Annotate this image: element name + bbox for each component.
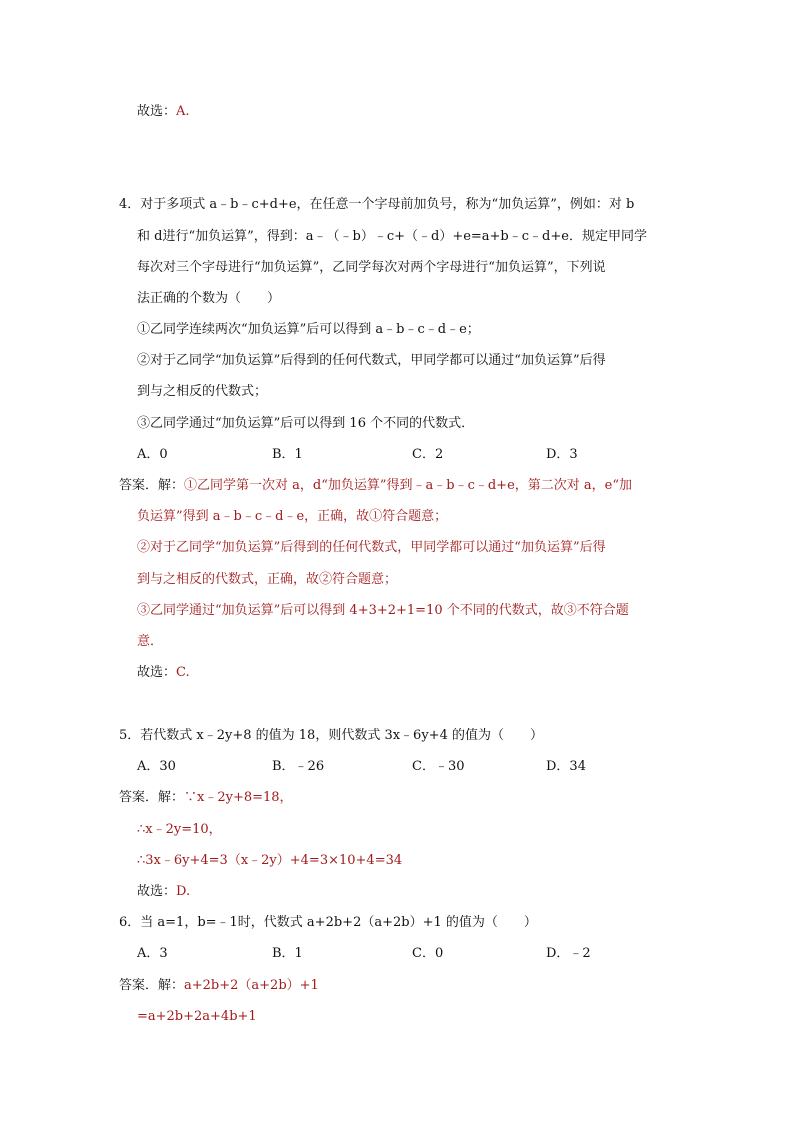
q4-answer-line-3: ②对于乙同学“加负运算”后得到的任何代数式，甲同学都可以通过“加负运算”后得 <box>137 540 606 555</box>
q4-stem-line-3: 每次对三个字母进行“加负运算”，乙同学每次对两个字母进行“加负运算”，下列说 <box>137 260 606 275</box>
q5-option-a: A．30 <box>137 759 176 774</box>
q4-option-b: B．1 <box>272 447 303 462</box>
q5-option-c: C．﹣30 <box>412 759 465 774</box>
q6-option-c: C．0 <box>412 946 444 961</box>
q4-stem-line-4: 法正确的个数为（ ） <box>137 291 281 306</box>
q6-answer-line-2: =a+2b+2a+4b+1 <box>137 1009 257 1024</box>
q4-statement-3: ③乙同学通过“加负运算”后可以得到 16 个不同的代数式． <box>137 416 475 431</box>
q6-option-b: B．1 <box>272 946 303 961</box>
q6-answer-line-1 <box>119 977 319 995</box>
q6-answer-text-1: a+2b+2（a+2b）+1 <box>184 978 319 993</box>
choose-prefix: 故选： <box>137 104 177 119</box>
q4-statement-1: ①乙同学连续两次“加负运算”后可以得到 a﹣b﹣c﹣d﹣e； <box>137 322 480 337</box>
q5-choose-value: D. <box>176 884 191 899</box>
q4-option-c: C．2 <box>412 447 444 462</box>
q5-answer-label: 答案．解： <box>119 790 185 805</box>
q4-stem-line-1: 4．对于多项式 a﹣b﹣c+d+e，在任意一个字母前加负号，称为“加负运算”，例如：对 b <box>119 197 635 212</box>
q4-statement-2-cont: 到与之相反的代数式； <box>137 384 268 399</box>
q4-answer-line-1 <box>119 477 632 495</box>
q6-stem: 6．当 a=1，b=﹣1时，代数式 a+2b+2（a+2b）+1 的值为（ ） <box>119 915 537 930</box>
q4-answer-line-4: 到与之相反的代数式，正确，故②符合题意； <box>137 572 398 587</box>
q4-answer-text-1: ①乙同学第一次对 a，d“加负运算”得到﹣a﹣b﹣c﹣d+e，第二次对 a，e“加 <box>184 478 632 493</box>
q4-choose-line <box>137 664 190 682</box>
q5-stem: 5．若代数式 x﹣2y+8 的值为 18，则代数式 3x﹣6y+4 的值为（ ） <box>119 728 543 743</box>
choose-line-top <box>137 103 190 121</box>
q4-answer-line-5: ③乙同学通过“加负运算”后可以得到 4+3+2+1=10 个不同的代数式，故③不符合题 <box>137 603 629 618</box>
q4-statement-2: ②对于乙同学“加负运算”后得到的任何代数式，甲同学都可以通过“加负运算”后得 <box>137 353 606 368</box>
choose-value: A. <box>176 104 190 119</box>
q4-stem-line-2: 和 d进行“加负运算”，得到：a﹣（﹣b）﹣c+（﹣d）+e=a+b﹣c﹣d+e．规定甲同学 <box>137 229 647 244</box>
q4-choose-value: C. <box>176 665 190 680</box>
q5-option-d: D．34 <box>546 759 586 774</box>
q4-answer-line-2: 负运算”得到 a﹣b﹣c﹣d﹣e，正确，故①符合题意； <box>137 509 448 524</box>
q5-answer-line-2: ∴x﹣2y=10， <box>137 822 222 837</box>
q5-answer-line-1 <box>119 789 293 807</box>
q5-choose-prefix: 故选： <box>137 884 177 899</box>
q5-option-b: B．﹣26 <box>272 759 325 774</box>
q4-option-d: D．3 <box>546 447 578 462</box>
q5-answer-line-3: ∴3x﹣6y+4=3（x﹣2y）+4=3×10+4=34 <box>137 853 403 868</box>
q6-option-d: D．﹣2 <box>546 946 591 961</box>
q4-answer-line-6: 意． <box>137 634 164 649</box>
q5-choose-line <box>137 883 190 901</box>
q6-option-a: A．3 <box>137 946 168 961</box>
q4-option-a: A．0 <box>137 447 168 462</box>
q6-answer-label: 答案．解： <box>119 978 185 993</box>
q5-answer-text-1: ∵x﹣2y+8=18， <box>184 790 293 805</box>
q4-choose-prefix: 故选： <box>137 665 177 680</box>
q4-answer-label: 答案．解： <box>119 478 185 493</box>
